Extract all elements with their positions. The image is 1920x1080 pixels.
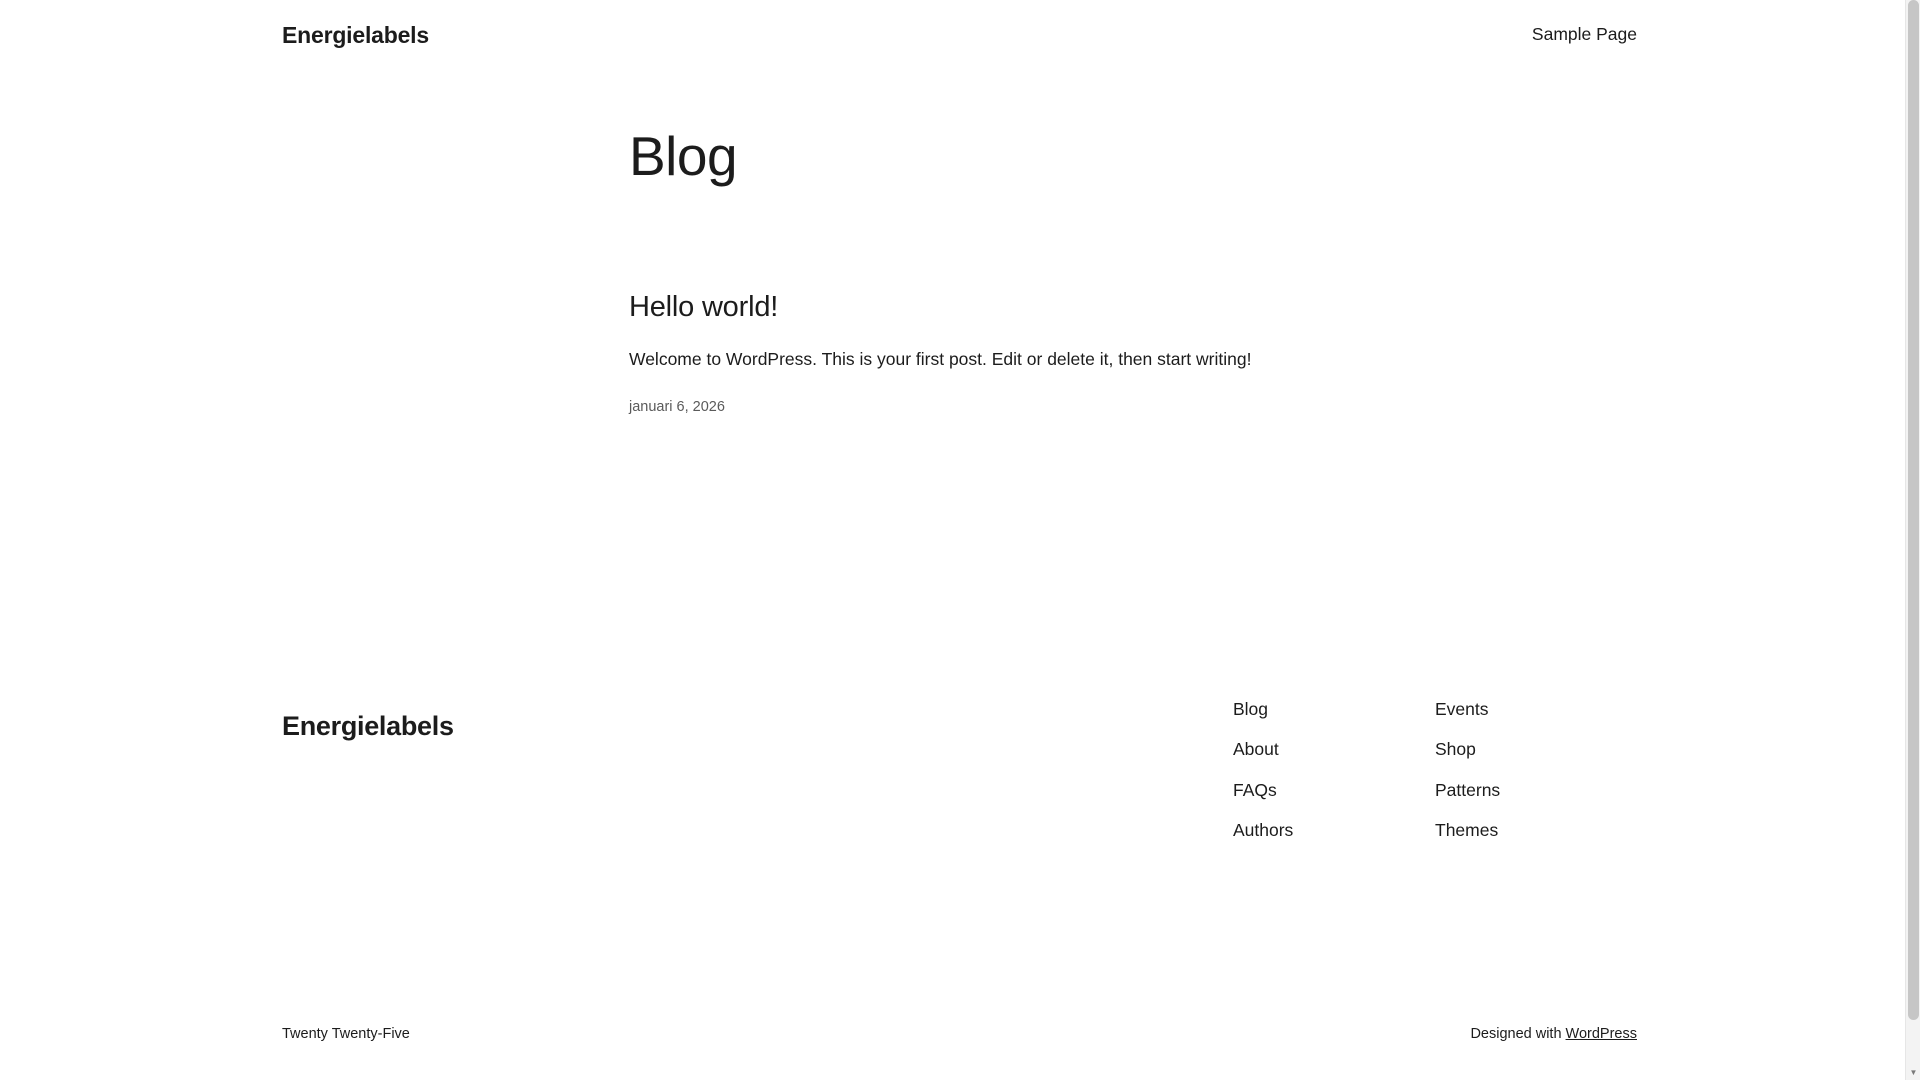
footer-link-themes[interactable]: Themes [1435,819,1499,840]
credit-prefix: Designed with [1470,1026,1566,1042]
footer-bottom [282,1026,1637,1042]
footer-link-authors[interactable]: Authors [1233,819,1294,840]
footer-link-columns [1233,700,1637,840]
footer-brand: Energielabels [282,711,454,741]
nav-item-sample-page[interactable]: Sample Page [1531,24,1637,45]
page-scrollbar[interactable] [1905,0,1920,1080]
post-date: januari 6, 2026 [629,399,725,416]
site-header [0,0,1920,70]
theme-name: Twenty Twenty-Five [282,1026,410,1042]
footer-column-2 [1435,700,1637,840]
footer-link-patterns[interactable]: Patterns [1435,779,1501,800]
footer-link-faqs[interactable]: FAQs [1233,779,1277,800]
site-footer [0,700,1920,1042]
wordpress-link[interactable]: WordPress [1565,1026,1637,1042]
primary-navigation [1532,26,1637,44]
post-item [629,290,1629,415]
footer-link-blog[interactable]: Blog [1233,699,1269,719]
scroll-down-arrow-icon[interactable]: ▼ [1909,1067,1918,1077]
footer-top [282,700,1637,840]
main-content [629,125,1629,415]
scrollbar-thumb[interactable] [1908,0,1919,1020]
footer-link-events[interactable]: Events [1435,699,1489,719]
footer-link-shop[interactable]: Shop [1435,739,1476,760]
post-title [629,290,1629,325]
post-title-link[interactable]: Hello world! [629,291,779,324]
footer-column-1 [1233,700,1435,840]
page-title: Blog [629,125,738,187]
footer-link-about[interactable]: About [1233,739,1279,760]
site-title[interactable]: Energielabels [282,21,429,48]
post-excerpt: Welcome to WordPress. This is your first post. Edit or delete it, then start writing! [629,349,1252,370]
designed-with-credit [1470,1026,1637,1042]
